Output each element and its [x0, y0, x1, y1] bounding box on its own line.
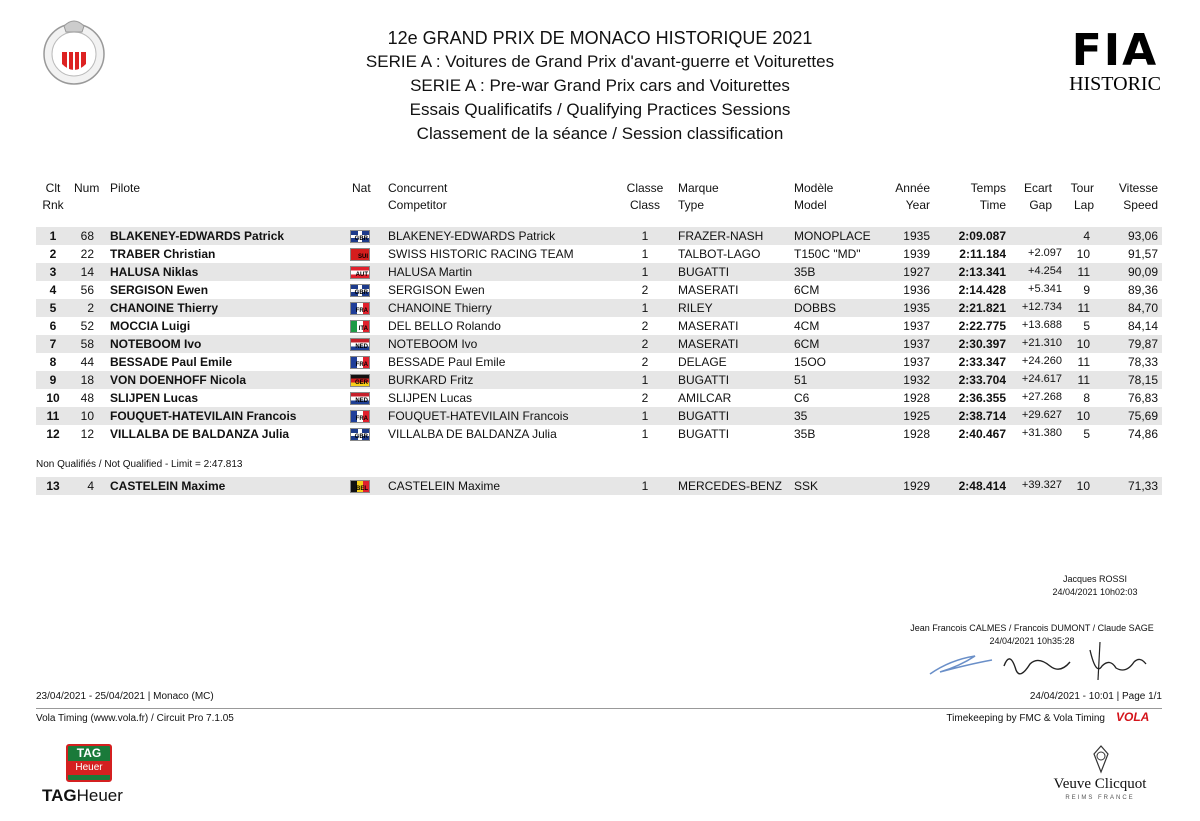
- row-nat: AUT: [355, 272, 368, 278]
- row-competitor: SERGISON Ewen: [388, 283, 485, 297]
- row-gap: +39.327: [1021, 479, 1062, 491]
- row-lap: 11: [1077, 373, 1090, 387]
- row-gap: +24.617: [1021, 373, 1062, 385]
- row-make: AMILCAR: [678, 391, 732, 405]
- row-class: 2: [641, 391, 649, 405]
- nationality-flag-icon: [350, 338, 370, 351]
- col-year: Year: [905, 198, 930, 212]
- row-position: 2: [49, 247, 57, 261]
- row-speed: 78,15: [1127, 373, 1158, 387]
- row-driver: VON DOENHOFF Nicola: [110, 373, 247, 387]
- row-year: 1937: [903, 319, 930, 333]
- row-speed: 91,57: [1127, 247, 1158, 261]
- row-competitor: BLAKENEY-EDWARDS Patrick: [388, 229, 556, 243]
- row-position: 9: [49, 373, 57, 387]
- tag-heuer-shield-logo: [66, 744, 112, 782]
- col-temps: Temps: [970, 181, 1006, 195]
- row-nat: BEL: [356, 486, 368, 492]
- row-year: 1932: [903, 373, 930, 387]
- footer-software: Vola Timing (www.vola.fr) / Circuit Pro 7.1.05: [36, 713, 234, 724]
- row-model: 6CM: [794, 283, 820, 297]
- row-class: 1: [641, 373, 649, 387]
- fia-mark: FIA: [1071, 25, 1159, 76]
- row-time: 2:09.087: [958, 229, 1006, 243]
- col-marque: Marque: [678, 181, 719, 195]
- row-year: 1939: [903, 247, 930, 261]
- row-gap: +24.260: [1021, 355, 1062, 367]
- row-model: 6CM: [794, 337, 820, 351]
- row-make: FRAZER-NASH: [678, 229, 764, 243]
- row-time: 2:11.184: [959, 247, 1006, 261]
- row-year: 1929: [903, 479, 930, 493]
- row-class: 2: [641, 355, 649, 369]
- row-competitor: BESSADE Paul Emile: [388, 355, 506, 369]
- table-row: [36, 299, 1162, 317]
- row-lap: 5: [1083, 427, 1090, 441]
- row-make: RILEY: [678, 301, 713, 315]
- row-speed: 90,09: [1127, 265, 1158, 279]
- row-model: 35B: [794, 265, 816, 279]
- col-concurrent: Concurrent: [388, 181, 448, 195]
- row-driver: CASTELEIN Maxime: [110, 479, 226, 493]
- row-nat: FRA: [355, 362, 368, 368]
- row-speed: 78,33: [1127, 355, 1158, 369]
- nationality-flag-icon: [350, 266, 370, 279]
- row-position: 7: [49, 337, 57, 351]
- acm-logo: [38, 14, 110, 86]
- row-gap: +27.268: [1021, 391, 1062, 403]
- series-title-fr: SERIE A : Voitures de Grand Prix d'avant-guerre et Voiturettes: [365, 52, 835, 71]
- row-make: MASERATI: [678, 319, 739, 333]
- row-make: MASERATI: [678, 283, 739, 297]
- row-competitor: CASTELEIN Maxime: [388, 479, 501, 493]
- row-time: 2:33.704: [958, 373, 1006, 387]
- row-time: 2:13.341: [958, 265, 1006, 279]
- row-class: 1: [641, 409, 649, 423]
- row-car-number: 12: [80, 427, 94, 441]
- row-model: SSK: [794, 479, 819, 493]
- row-time: 2:21.821: [958, 301, 1006, 315]
- row-nat: FRA: [355, 416, 368, 422]
- row-model: 51: [794, 373, 808, 387]
- row-nat: FRA: [355, 308, 368, 314]
- row-year: 1937: [903, 337, 930, 351]
- row-position: 5: [49, 301, 57, 315]
- row-driver: FOUQUET-HATEVILAIN Francois: [110, 409, 297, 423]
- row-driver: BESSADE Paul Emile: [110, 355, 233, 369]
- col-vitesse: Vitesse: [1118, 181, 1158, 195]
- row-driver: CHANOINE Thierry: [110, 301, 219, 315]
- col-tour: Tour: [1070, 181, 1094, 195]
- nationality-flag-icon: [350, 410, 370, 423]
- row-gap: +5.341: [1028, 283, 1062, 295]
- row-class: 1: [641, 229, 649, 243]
- row-year: 1927: [903, 265, 930, 279]
- row-year: 1925: [903, 409, 930, 423]
- tag-heuer-shield-heuer: Heuer: [68, 761, 110, 775]
- signatory-name-2: Jean Francois CALMES / Francois DUMONT / Claude SAGE: [910, 623, 1154, 633]
- row-class: 1: [641, 265, 649, 279]
- row-nat: ITA: [358, 326, 368, 332]
- nationality-flag-icon: [350, 302, 370, 315]
- col-nat: Nat: [352, 181, 371, 195]
- row-driver: MOCCIA Luigi: [110, 319, 191, 333]
- row-gap: +2.097: [1028, 247, 1062, 259]
- row-class: 1: [641, 301, 649, 315]
- row-nat: GER: [354, 380, 368, 386]
- row-nat: SUI: [357, 254, 368, 260]
- row-make: DELAGE: [678, 355, 727, 369]
- row-speed: 79,87: [1127, 337, 1158, 351]
- row-lap: 10: [1076, 337, 1090, 351]
- row-car-number: 22: [80, 247, 94, 261]
- col-time: Time: [979, 198, 1006, 212]
- row-speed: 93,06: [1127, 229, 1158, 243]
- document-titles: [250, 26, 950, 146]
- row-class: 2: [641, 337, 649, 351]
- col-pilote: Pilote: [110, 181, 141, 195]
- row-car-number: 18: [80, 373, 94, 387]
- series-title-en: SERIE A : Pre-war Grand Prix cars and Voiturettes: [410, 76, 790, 95]
- row-time: 2:14.428: [958, 283, 1006, 297]
- row-position: 3: [49, 265, 57, 279]
- row-car-number: 4: [87, 479, 94, 493]
- row-make: MERCEDES-BENZ: [678, 479, 783, 493]
- row-model: MONOPLACE: [794, 229, 871, 243]
- classification-title: Classement de la séance / Session classification: [416, 124, 784, 143]
- row-competitor: BURKARD Fritz: [388, 373, 474, 387]
- handwritten-signatures: [920, 640, 1160, 686]
- table-row: [36, 317, 1162, 335]
- signature-date-2: 24/04/2021 10h35:28: [989, 636, 1075, 646]
- row-gap: +4.254: [1028, 265, 1062, 277]
- row-car-number: 68: [80, 229, 94, 243]
- table-row: [36, 389, 1162, 407]
- row-competitor: DEL BELLO Rolando: [388, 319, 501, 333]
- row-model: 4CM: [794, 319, 820, 333]
- table-row: [36, 245, 1162, 263]
- row-position: 11: [46, 409, 60, 423]
- row-lap: 4: [1083, 229, 1090, 243]
- footer-event-dates: 23/04/2021 - 25/04/2021 | Monaco (MC): [36, 691, 214, 702]
- col-clt: Clt: [45, 181, 61, 195]
- row-model: T150C "MD": [794, 247, 861, 261]
- row-speed: 84,14: [1127, 319, 1158, 333]
- tag-heuer-shield-tag: TAG: [76, 746, 102, 760]
- tag-heuer-wordmark-tag: TAG: [42, 786, 77, 805]
- row-position: 8: [49, 355, 57, 369]
- row-make: BUGATTI: [678, 409, 730, 423]
- col-classe: Classe: [626, 181, 664, 195]
- row-model: C6: [794, 391, 810, 405]
- row-time: 2:48.414: [958, 479, 1006, 493]
- row-make: TALBOT-LAGO: [678, 247, 761, 261]
- row-lap: 11: [1077, 301, 1090, 315]
- row-car-number: 14: [80, 265, 94, 279]
- row-lap: 10: [1076, 247, 1090, 261]
- row-car-number: 44: [80, 355, 94, 369]
- row-lap: 11: [1077, 355, 1090, 369]
- event-title: 12e GRAND PRIX DE MONACO HISTORIQUE 2021: [387, 28, 813, 48]
- row-competitor: NOTEBOOM Ivo: [388, 337, 478, 351]
- table-row: [36, 263, 1162, 281]
- row-lap: 5: [1083, 319, 1090, 333]
- row-gap: +31.380: [1021, 427, 1062, 439]
- row-position: 4: [49, 283, 57, 297]
- col-lap: Lap: [1073, 198, 1094, 212]
- row-gap: +12.734: [1021, 301, 1062, 313]
- row-model: 35: [794, 409, 808, 423]
- table-row: [36, 227, 1162, 245]
- row-position: 12: [46, 427, 60, 441]
- col-ecart: Ecart: [1023, 181, 1052, 195]
- row-driver: TRABER Christian: [110, 247, 216, 261]
- tag-heuer-wordmark-heuer: Heuer: [76, 786, 123, 805]
- row-position: 10: [46, 391, 60, 405]
- row-car-number: 52: [80, 319, 94, 333]
- row-competitor: SLIJPEN Lucas: [388, 391, 473, 405]
- row-driver: VILLALBA DE BALDANZA Julia: [110, 427, 290, 441]
- row-car-number: 2: [87, 301, 94, 315]
- col-rnk: Rnk: [42, 198, 64, 212]
- row-year: 1935: [903, 301, 930, 315]
- row-nat: GBR: [354, 290, 368, 296]
- table-row: [36, 407, 1162, 425]
- col-model: Model: [794, 198, 827, 212]
- row-make: BUGATTI: [678, 427, 730, 441]
- nationality-flag-icon: [350, 248, 370, 261]
- row-driver: HALUSA Niklas: [110, 265, 199, 279]
- row-class: 1: [641, 247, 649, 261]
- row-year: 1935: [903, 229, 930, 243]
- col-modele: Modèle: [794, 181, 834, 195]
- table-row: [36, 425, 1162, 443]
- row-competitor: HALUSA Martin: [388, 265, 473, 279]
- row-driver: BLAKENEY-EDWARDS Patrick: [110, 229, 285, 243]
- table-row: [36, 281, 1162, 299]
- table-header: [36, 180, 1162, 216]
- row-model: 35B: [794, 427, 816, 441]
- row-speed: 89,36: [1127, 283, 1158, 297]
- nationality-flag-icon: [350, 356, 370, 369]
- col-speed: Speed: [1123, 198, 1158, 212]
- row-lap: 11: [1077, 265, 1090, 279]
- row-car-number: 56: [80, 283, 94, 297]
- table-row: [36, 335, 1162, 353]
- fia-historic-logo: [1060, 25, 1170, 100]
- footer-divider: [36, 708, 1162, 709]
- col-type: Type: [678, 198, 705, 212]
- vola-logo: VOLA: [1116, 710, 1150, 724]
- row-make: BUGATTI: [678, 265, 730, 279]
- col-annee: Année: [895, 181, 930, 195]
- row-driver: SERGISON Ewen: [110, 283, 209, 297]
- nationality-flag-icon: [350, 480, 370, 493]
- row-class: 2: [641, 283, 649, 297]
- veuve-clicquot-subtitle: REIMS FRANCE: [1065, 795, 1135, 801]
- row-model: 15OO: [794, 355, 827, 369]
- row-make: MASERATI: [678, 337, 739, 351]
- row-gap: +29.627: [1021, 409, 1062, 421]
- session-title: Essais Qualificatifs / Qualifying Practices Sessions: [409, 100, 791, 119]
- row-lap: 9: [1083, 283, 1090, 297]
- row-class: 1: [641, 427, 649, 441]
- row-year: 1937: [903, 355, 930, 369]
- nationality-flag-icon: [350, 392, 370, 405]
- row-competitor: VILLALBA DE BALDANZA Julia: [388, 427, 557, 441]
- row-gap: +13.688: [1021, 319, 1062, 331]
- col-num: Num: [74, 181, 100, 195]
- nationality-flag-icon: [350, 284, 370, 297]
- veuve-clicquot-emblem-icon: [1088, 744, 1114, 774]
- row-car-number: 10: [80, 409, 94, 423]
- table-row: [36, 371, 1162, 389]
- signatory-name-1: Jacques ROSSI: [1062, 574, 1128, 584]
- row-lap: 10: [1076, 479, 1090, 493]
- row-time: 2:36.355: [958, 391, 1006, 405]
- row-nat: GBR: [354, 434, 368, 440]
- row-competitor: CHANOINE Thierry: [388, 301, 492, 315]
- veuve-clicquot-logo: Veuve Clicquot: [1053, 776, 1147, 792]
- row-car-number: 48: [80, 391, 94, 405]
- row-lap: 10: [1076, 409, 1090, 423]
- row-speed: 71,33: [1127, 479, 1158, 493]
- row-driver: SLIJPEN Lucas: [110, 391, 199, 405]
- row-competitor: FOUQUET-HATEVILAIN Francois: [388, 409, 569, 423]
- row-car-number: 58: [80, 337, 94, 351]
- row-class: 1: [641, 479, 649, 493]
- row-year: 1928: [903, 427, 930, 441]
- row-time: 2:40.467: [958, 427, 1006, 441]
- not-qualified-note: Non Qualifiés / Not Qualified - Limit = 2:47.813: [36, 459, 243, 470]
- table-row: [36, 477, 1162, 495]
- row-speed: 75,69: [1127, 409, 1158, 423]
- col-class: Class: [629, 198, 660, 212]
- row-driver: NOTEBOOM Ivo: [110, 337, 202, 351]
- row-nat: GBR: [354, 236, 368, 242]
- row-time: 2:22.775: [958, 319, 1006, 333]
- row-position: 6: [49, 319, 57, 333]
- footer-timekeeping: Timekeeping by FMC & Vola Timing: [946, 713, 1105, 724]
- nationality-flag-icon: [350, 374, 370, 387]
- row-year: 1928: [903, 391, 930, 405]
- row-speed: 84,70: [1127, 301, 1158, 315]
- row-time: 2:30.397: [958, 337, 1006, 351]
- nationality-flag-icon: [350, 428, 370, 441]
- footer-print-info: 24/04/2021 - 10:01 | Page 1/1: [1029, 691, 1162, 702]
- row-time: 2:38.714: [958, 409, 1006, 423]
- row-position: 1: [49, 229, 57, 243]
- row-speed: 74,86: [1127, 427, 1158, 441]
- row-speed: 76,83: [1127, 391, 1158, 405]
- signature-date-1: 24/04/2021 10h02:03: [1052, 587, 1138, 597]
- nationality-flag-icon: [350, 230, 370, 243]
- tag-heuer-wordmark: [42, 786, 123, 806]
- table-row: [36, 353, 1162, 371]
- row-gap: +21.310: [1021, 337, 1062, 349]
- row-nat: NED: [355, 344, 368, 350]
- fia-historic-text: HISTORIC: [1069, 73, 1161, 95]
- row-year: 1936: [903, 283, 930, 297]
- row-class: 2: [641, 319, 649, 333]
- col-competitor: Competitor: [388, 198, 447, 212]
- row-competitor: SWISS HISTORIC RACING TEAM: [388, 247, 574, 261]
- row-time: 2:33.347: [958, 355, 1006, 369]
- row-position: 13: [46, 479, 60, 493]
- col-gap: Gap: [1029, 198, 1052, 212]
- row-lap: 8: [1083, 391, 1090, 405]
- row-model: DOBBS: [794, 301, 837, 315]
- signature-block-1: [1040, 574, 1150, 597]
- row-nat: NED: [355, 398, 368, 404]
- row-make: BUGATTI: [678, 373, 730, 387]
- nationality-flag-icon: [350, 320, 370, 333]
